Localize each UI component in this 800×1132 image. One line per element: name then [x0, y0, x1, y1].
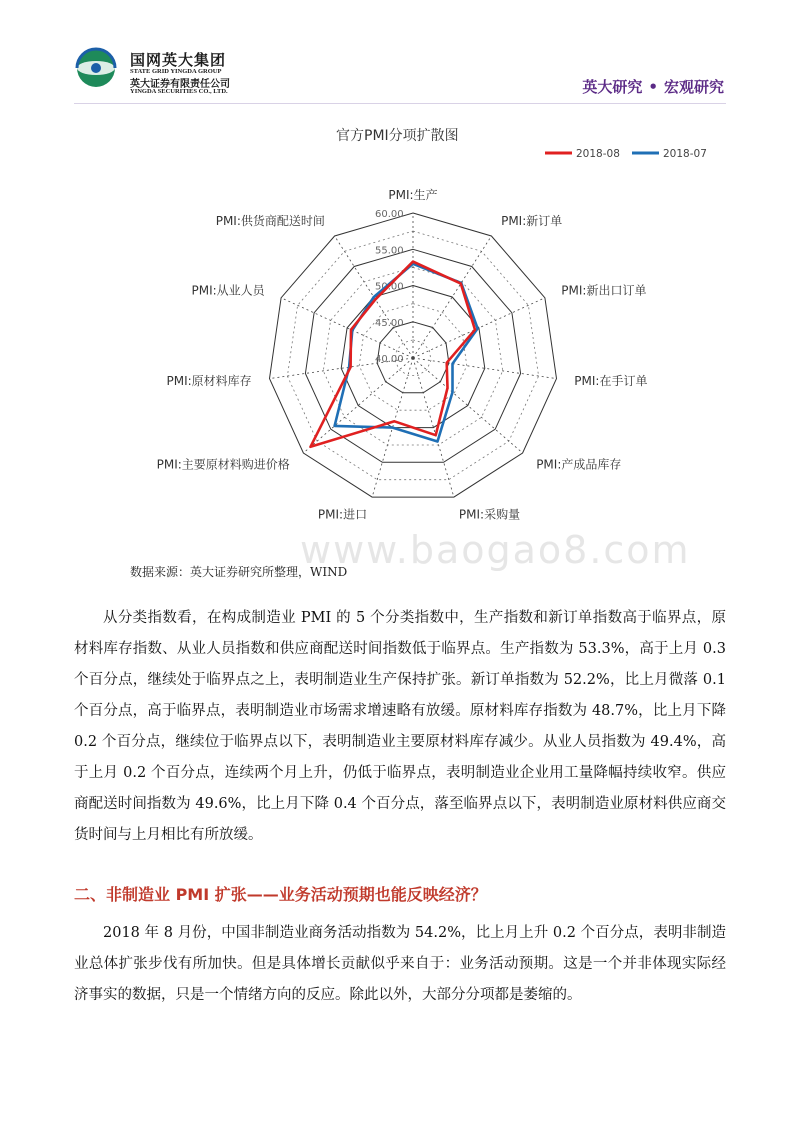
axis-label: PMI:进口 [317, 507, 368, 522]
tick-label: 60.00 [375, 209, 404, 220]
globe-logo-icon [74, 46, 126, 90]
tick-label: 40.00 [375, 354, 404, 365]
axis-label: PMI:供货商配送时间 [215, 213, 325, 228]
paragraph-non-manufacturing: 2018 年 8 月份，中国非制造业商务活动指数为 54.2%，比上月上升 0.2 个百分点，表明非制造业总体扩张步伐有所加快。但是具体增长贡献似乎来自于：业务活动预期。这是一个并非体现实际经济事实的数据，只是一个情绪方向的反应。除此以外，大部分分项都是萎缩的。 [74, 925, 726, 1003]
paragraph-classification: 从分类指数看，在构成制造业 PMI 的 5 个分类指数中，生产指数和新订单指数高于临界点，原材料库存指数、从业人员指数和供应商配送时间指数低于临界点。生产指数为 53.3%，高于上月 0.3 个百分点，继续处于临界点之上，表明制造业生产保持扩张。新订单指数为 52.2%，比上月微落 0.1 个百分点，高于临界点，表明制造业市场需求增速略有放缓。原材料库存指数为 48.7%，比上月下降 0.2 个百分点，继续位于临界点以下，表明制造业主要原材料库存减少。从业人员指数为 49.4%，高于上月 0.2 个百分点，连续两个月上升，仍低于临界点，表明制造业企业用工量降幅持续收窄。供应商配送时间指数为 49.6%，比上月下降 0.4 个百分点，落至临界点以下，表明制造业原材料供应商交货时间与上月相比有所放缓。 [74, 610, 726, 843]
company-logo [74, 46, 254, 96]
brand-dot: • [648, 78, 658, 96]
watermark: www.baogao8.com [300, 528, 691, 572]
data-source: 数据来源：英大证券研究所整理，WIND [130, 565, 348, 579]
tick-label: 50.00 [375, 281, 404, 293]
radar-grid [270, 213, 557, 497]
header-divider [74, 103, 726, 104]
report-brand [582, 76, 724, 97]
axis-label: PMI:在手订单 [574, 374, 648, 389]
radar-chart [130, 118, 730, 558]
section-title: 二、非制造业 PMI 扩张——业务活动预期也能反映经济？ [74, 885, 487, 904]
radar-chart-svg [130, 118, 730, 558]
tick-label: 55.00 [375, 245, 404, 257]
axis-label: PMI:新订单 [501, 213, 563, 228]
grid-ring [270, 213, 557, 497]
logo-cn-company: 英大证券有限责任公司 [130, 79, 230, 90]
logo-cn-name: 国网英大集团 [130, 51, 227, 69]
page-header [0, 0, 800, 110]
legend-label-2018-07: 2018-07 [663, 148, 707, 160]
tick-label: 45.00 [375, 317, 404, 329]
axis-label: PMI:原材料库存 [166, 374, 252, 389]
brand-left: 英大研究 [582, 78, 643, 96]
chart-legend [545, 148, 707, 160]
legend-label-2018-08: 2018-08 [576, 148, 620, 160]
axis-label: PMI:主要原材料购进价格 [156, 457, 290, 472]
brand-right: 宏观研究 [663, 78, 724, 96]
logo-en-company: YINGDA SECURITIES CO., LTD. [130, 88, 228, 95]
axis-label: PMI:采购量 [458, 507, 521, 522]
chart-title: 官方PMI分项扩散图 [336, 128, 459, 144]
axis-label: PMI:产成品库存 [536, 457, 622, 472]
axis-label: PMI:生产 [388, 188, 438, 202]
axis-label: PMI:从业人员 [191, 283, 265, 298]
logo-en-group: STATE GRID YINGDA GROUP [130, 68, 222, 75]
axis-label: PMI:新出口订单 [561, 283, 647, 298]
